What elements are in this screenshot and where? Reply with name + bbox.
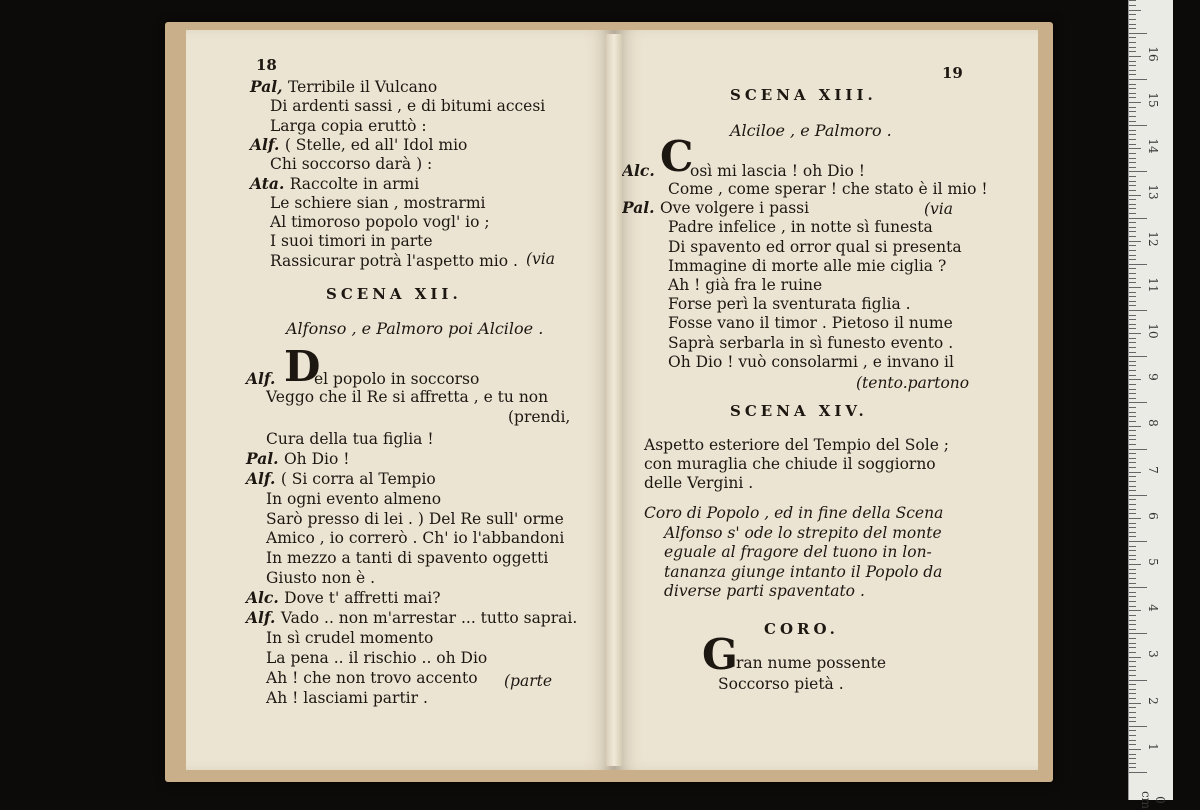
ruler-tick [1129, 264, 1147, 265]
ruler-tick [1129, 171, 1147, 172]
ruler-tick [1129, 744, 1136, 745]
ruler-tick [1129, 569, 1136, 570]
scene-title: SCENA XIII. [730, 86, 877, 104]
scene-description: con muraglia che chiude il soggiorno [644, 455, 936, 473]
verse-line [270, 232, 433, 250]
ruler-tick [1129, 657, 1141, 658]
verse-line [250, 78, 437, 96]
verse-line [266, 388, 548, 406]
verse-text: Ah ! che non trovo accento [266, 668, 478, 687]
ruler-number: 5 [1146, 558, 1160, 566]
ruler-tick [1129, 97, 1136, 98]
ruler-tick [1129, 675, 1136, 676]
ruler-tick [1129, 278, 1136, 279]
ruler-tick [1129, 666, 1136, 667]
ruler-tick [1129, 578, 1136, 579]
verse-line: Soccorso pietà . [718, 675, 844, 693]
ruler-tick [1129, 495, 1147, 496]
ruler-tick [1129, 458, 1136, 459]
scene-description: Aspetto esteriore del Tempio del Sole ; [644, 436, 950, 454]
speaker-label: Ata. [250, 173, 290, 193]
verse-text: Immagine di morte alle mie ciglia ? [668, 256, 947, 275]
ruler-tick [1129, 199, 1136, 200]
ruler-number: 12 [1146, 230, 1160, 247]
ruler-tick [1129, 185, 1136, 186]
ruler-tick [1129, 181, 1136, 182]
ruler-tick [1129, 384, 1136, 385]
ruler-tick [1129, 670, 1136, 671]
ruler-tick [1129, 509, 1136, 510]
ruler-tick [1129, 486, 1136, 487]
verse-line [668, 238, 962, 256]
stage-direction: (tento.partono [856, 374, 970, 392]
ruler-tick [1129, 42, 1136, 43]
ruler-tick [1129, 139, 1136, 140]
ruler-tick [1129, 573, 1136, 574]
left-page [186, 30, 614, 770]
ruler-tick [1129, 148, 1141, 149]
speaker-label: Alf. [246, 468, 281, 488]
ruler-tick [1129, 712, 1136, 713]
ruler-tick [1129, 499, 1136, 500]
verse-text: Ove volgere i passi [659, 199, 810, 218]
ruler-tick [1129, 79, 1147, 80]
ruler-tick [1129, 167, 1136, 168]
ruler-tick [1129, 721, 1136, 722]
ruler-tick [1129, 379, 1141, 380]
chorus-description: tananza giunge intanto il Popolo da [664, 562, 943, 581]
verse-text: Oh Dio ! vuò consolarmi , e invano il [668, 352, 954, 371]
ruler-tick [1129, 116, 1136, 117]
verse-line [266, 649, 487, 667]
verse-line [622, 199, 809, 217]
verse-text: I suoi timori in parte [270, 232, 433, 251]
ruler-tick [1129, 195, 1141, 196]
scene-title: SCENA XII. [326, 285, 462, 303]
verse-line [246, 450, 349, 468]
ruler-number: 11 [1146, 277, 1160, 293]
verse-line [270, 252, 518, 270]
verse-text: Di spavento ed orror qual si presenta [668, 237, 962, 256]
ruler-tick [1129, 467, 1136, 468]
ruler-tick [1129, 162, 1136, 163]
ruler-tick [1129, 176, 1136, 177]
verse-text: Dove t' affretti mai? [284, 589, 441, 608]
verse-text: Oh Dio ! [283, 449, 350, 468]
verse-line [246, 589, 441, 607]
verse-line [266, 569, 375, 587]
ruler-tick [1129, 629, 1136, 630]
ruler-tick [1129, 638, 1136, 639]
chorus-description: Alfonso s' ode lo strepito del monte [664, 523, 942, 542]
verse-text: ( Stelle, ed all' Idol mio [284, 135, 468, 154]
ruler-tick [1129, 689, 1136, 690]
verse-text: Raccolte in armi [289, 174, 420, 193]
ruler-tick [1129, 527, 1136, 528]
ruler-tick [1129, 144, 1136, 145]
ruler-tick [1129, 33, 1147, 34]
chorus-description: diverse parti spaventato . [664, 582, 865, 600]
ruler-number: 6 [1146, 511, 1160, 520]
verse-line [250, 136, 467, 154]
ruler-tick [1129, 389, 1136, 390]
ruler-tick [1129, 592, 1136, 593]
ruler-tick [1129, 661, 1136, 662]
page-number: 18 [256, 56, 277, 74]
ruler-tick [1129, 444, 1136, 445]
verse-line [266, 689, 428, 707]
ruler-number: 14 [1146, 138, 1160, 154]
ruler-tick [1129, 153, 1136, 154]
verse-text: Ah ! già fra le ruine [668, 276, 823, 294]
verse-line [668, 353, 954, 371]
ruler-tick [1129, 213, 1136, 214]
ruler-tick [1129, 596, 1136, 597]
verse-text: Amico , io correrò . Ch' io l'abbandoni [266, 529, 565, 548]
ruler-tick [1129, 130, 1136, 131]
ruler-number: 10 [1146, 323, 1160, 339]
ruler-tick [1129, 61, 1136, 62]
ruler-tick [1129, 255, 1136, 256]
ruler-number: 8 [1146, 419, 1160, 428]
ruler-tick [1129, 407, 1136, 408]
ruler-tick [1129, 222, 1136, 223]
ruler-tick [1129, 398, 1136, 399]
ruler-tick [1129, 449, 1147, 450]
verse-text: Chi soccorso darà ) : [270, 155, 433, 174]
ruler-tick [1129, 361, 1136, 362]
verse-line [668, 180, 988, 198]
speaker-label: Alf. [246, 369, 276, 388]
ruler-number: 3 [1146, 650, 1160, 659]
ruler-tick [1129, 481, 1136, 482]
book-gutter [606, 34, 622, 766]
ruler-tick [1129, 518, 1141, 519]
verse-line [246, 470, 436, 488]
verse-text: Vado .. non m'arrestar ... tutto saprai. [280, 609, 578, 627]
verse-text: Le schiere sian , mostrarmi [270, 193, 486, 212]
ruler-tick [1129, 426, 1141, 427]
drop-cap: C [660, 132, 694, 181]
ruler-tick [1129, 190, 1136, 191]
chorus-description: eguale al fragore del tuono in lon- [664, 543, 932, 561]
ruler-number: 2 [1146, 696, 1160, 705]
verse-text: Terribile il Vulcano [287, 78, 438, 96]
verse-line [668, 334, 953, 352]
ruler-tick [1129, 416, 1136, 417]
ruler-tick [1129, 19, 1136, 20]
ruler-tick [1129, 10, 1141, 11]
ruler-tick [1129, 513, 1136, 514]
verse-text: Di ardenti sassi , e di bitumi accesi [270, 97, 546, 116]
ruler-tick [1129, 227, 1136, 228]
ruler-tick [1129, 0, 1136, 1]
verse-text: In sì crudel momento [266, 628, 434, 647]
ruler-tick [1129, 421, 1136, 422]
verse-line [270, 97, 545, 115]
ruler-tick [1129, 231, 1136, 232]
ruler-tick [1129, 111, 1136, 112]
verse-line [266, 629, 433, 647]
ruler-number: 15 [1146, 92, 1160, 108]
ruler-tick [1129, 338, 1136, 339]
verse-line [270, 194, 486, 212]
ruler-tick [1129, 652, 1136, 653]
ruler-tick [1129, 305, 1136, 306]
ruler-tick [1129, 726, 1147, 727]
verse-line [668, 257, 946, 275]
ruler-tick [1129, 606, 1136, 607]
speaker-label: Pal, [250, 77, 288, 96]
ruler-tick [1129, 37, 1136, 38]
verse-line [668, 276, 822, 294]
verse-line [270, 213, 490, 231]
ruler-number: 16 [1146, 46, 1160, 62]
ruler-tick [1129, 601, 1136, 602]
verse-line [270, 155, 432, 173]
verse-text: Padre infelice , in notte sì funesta [668, 218, 933, 237]
ruler-tick [1129, 241, 1141, 242]
ruler-tick [1129, 208, 1136, 209]
ruler-tick [1129, 620, 1136, 621]
stage-direction: (via [526, 250, 556, 268]
ruler-tick [1129, 245, 1136, 246]
ruler-tick [1129, 342, 1136, 343]
ruler-tick [1129, 698, 1136, 699]
chorus-title: CORO. [764, 620, 839, 638]
measuring-ruler [1128, 0, 1173, 810]
verse-line [266, 430, 434, 448]
right-page [614, 30, 1038, 770]
ruler-number: 0 cm [1139, 790, 1167, 810]
ruler-tick [1129, 301, 1136, 302]
verse-line [246, 609, 577, 627]
verse-text: Sarò presso di lei . ) Del Re sull' orme [266, 509, 564, 528]
ruler-tick [1129, 102, 1141, 103]
ruler-tick [1129, 204, 1136, 205]
ruler-tick [1129, 546, 1136, 547]
drop-cap: G [702, 630, 738, 679]
ruler-tick [1129, 273, 1136, 274]
ruler-tick [1129, 393, 1136, 394]
verse-text: Larga copia eruttò : [270, 116, 427, 135]
ruler-tick [1129, 259, 1136, 260]
ruler-tick [1129, 550, 1136, 551]
ruler-tick [1129, 536, 1136, 537]
verse-text: Fosse vano il timor . Pietoso il nume [668, 314, 953, 333]
ruler-tick [1129, 292, 1136, 293]
ruler-tick [1129, 352, 1136, 353]
ruler-tick [1129, 453, 1136, 454]
ruler-tick [1129, 14, 1136, 15]
ruler-tick [1129, 647, 1136, 648]
verse-text: Ah ! lasciami partir . [266, 688, 428, 707]
ruler-tick [1129, 93, 1136, 94]
ruler-tick [1129, 347, 1136, 348]
ruler-tick [1129, 315, 1136, 316]
ruler-tick [1129, 541, 1147, 542]
verse-text: In mezzo a tanti di spavento oggetti [266, 549, 549, 568]
ruler-tick [1129, 435, 1136, 436]
speaker-label: Pal. [246, 448, 284, 468]
ruler-tick [1129, 296, 1136, 297]
ruler-tick [1129, 370, 1136, 371]
scene-subtitle: Alciloe , e Palmoro . [730, 121, 892, 140]
ruler-tick [1129, 730, 1136, 731]
ruler-tick [1129, 559, 1136, 560]
ruler-tick [1129, 680, 1147, 681]
ruler-tick [1129, 5, 1136, 6]
verse-line [266, 529, 564, 547]
ruler-tick [1129, 356, 1147, 357]
ruler-tick [1129, 319, 1136, 320]
ruler-tick [1129, 587, 1147, 588]
ruler-tick [1129, 707, 1136, 708]
ruler-tick [1129, 610, 1141, 611]
ruler-tick [1129, 121, 1136, 122]
ruler-tick [1129, 684, 1136, 685]
ruler-tick [1129, 28, 1136, 29]
ruler-tick [1129, 24, 1136, 25]
ruler-tick [1129, 532, 1136, 533]
ruler-tick [1129, 328, 1136, 329]
verse-text: Come , come sperar ! che stato è il mio ! [668, 180, 988, 198]
speaker-label: Alf. [246, 608, 281, 627]
ruler-tick [1129, 51, 1136, 52]
ruler-tick [1129, 158, 1136, 159]
ruler-tick [1129, 583, 1136, 584]
ruler-tick [1129, 763, 1136, 764]
verse-continuation: (prendi, [508, 407, 571, 426]
speaker-label: Pal. [622, 198, 660, 218]
verse-text: Giusto non è . [266, 569, 376, 588]
ruler-tick [1129, 218, 1147, 219]
ruler-tick [1129, 333, 1141, 334]
ruler-tick [1129, 490, 1136, 491]
ruler-tick [1129, 236, 1136, 237]
scene-title: SCENA XIV. [730, 402, 868, 420]
verse-line [250, 175, 419, 193]
drop-cap: D [284, 342, 321, 391]
speaker-label: Alc. [622, 161, 655, 180]
ruler-tick [1129, 749, 1141, 750]
verse-line: osì mi lascia ! oh Dio ! [690, 162, 865, 180]
ruler-tick [1129, 735, 1136, 736]
ruler-tick [1129, 287, 1141, 288]
ruler-tick [1129, 693, 1136, 694]
ruler-tick [1129, 767, 1136, 768]
verse-text: Rassicurar potrà l'aspetto mio . [270, 251, 518, 270]
ruler-number: 7 [1146, 465, 1160, 474]
ruler-tick [1129, 310, 1147, 311]
verse-text: In ogni evento almeno [266, 489, 442, 508]
ruler-tick [1129, 564, 1141, 565]
ruler-tick [1129, 439, 1136, 440]
verse-text: ( Si corra al Tempio [280, 469, 436, 488]
ruler-tick [1129, 624, 1136, 625]
ruler-tick [1129, 56, 1141, 57]
ruler-tick [1129, 70, 1136, 71]
stage-direction: (parte [504, 672, 553, 690]
ruler-tick [1129, 402, 1147, 403]
ruler-number: 9 [1146, 373, 1160, 381]
ruler-tick [1129, 268, 1136, 269]
ruler-tick [1129, 65, 1136, 66]
speaker-label: Alc. [246, 588, 285, 608]
ruler-tick [1129, 462, 1136, 463]
ruler-tick [1129, 555, 1136, 556]
ruler-tick [1129, 615, 1136, 616]
verse-line: ran nume possente [736, 654, 887, 672]
ruler-tick [1129, 523, 1136, 524]
ruler-tick [1129, 107, 1136, 108]
ruler-tick [1129, 504, 1136, 505]
ruler-tick [1129, 754, 1136, 755]
page-number: 19 [942, 64, 963, 82]
ruler-tick [1129, 134, 1136, 135]
verse-line [668, 314, 953, 332]
ruler-tick [1129, 633, 1147, 634]
ruler-tick [1129, 250, 1136, 251]
ruler-tick [1129, 47, 1136, 48]
ruler-tick [1129, 74, 1136, 75]
verse-line [266, 510, 564, 528]
scene-description: delle Vergini . [644, 474, 754, 492]
speaker-label: Alf. [250, 134, 285, 154]
ruler-tick [1129, 703, 1141, 704]
verse-text: Cura della tua figlia ! [266, 429, 434, 448]
ruler-tick [1129, 282, 1136, 283]
verse-text: Al timoroso popolo vogl' io ; [270, 213, 490, 232]
scene-subtitle: Alfonso , e Palmoro poi Alciloe . [286, 319, 544, 338]
ruler-number: 4 [1146, 604, 1160, 612]
verse-line: el popolo in soccorso [314, 370, 480, 388]
verse-line [668, 295, 911, 313]
verse-text: Forse perì la sventurata figlia . [668, 295, 911, 314]
ruler-tick [1129, 88, 1136, 89]
ruler-tick [1129, 375, 1136, 376]
ruler-tick [1129, 643, 1136, 644]
verse-line [270, 117, 427, 135]
ruler-tick [1129, 324, 1136, 325]
ruler-tick [1129, 476, 1136, 477]
verse-line [668, 218, 933, 236]
ruler-number: 13 [1146, 184, 1160, 201]
stage-direction: (via [924, 200, 954, 218]
verse-line [266, 549, 548, 567]
verse-text: La pena .. il rischio .. oh Dio [266, 648, 488, 667]
ruler-tick [1129, 758, 1136, 759]
verse-line [266, 669, 478, 687]
chorus-description: Coro di Popolo , ed in fine della Scena [644, 504, 944, 522]
verse-line [266, 490, 441, 508]
verse-text: Saprà serbarla in sì funesto evento . [668, 333, 954, 352]
ruler-tick [1129, 365, 1136, 366]
ruler-tick [1129, 430, 1136, 431]
ruler-tick [1129, 740, 1136, 741]
ruler-tick [1129, 717, 1136, 718]
verse-text: Veggo che il Re si affretta , e tu non [266, 388, 549, 406]
ruler-tick [1129, 772, 1147, 773]
ruler-tick [1129, 472, 1141, 473]
ruler-tick [1129, 125, 1147, 126]
ruler-tick [1129, 84, 1136, 85]
ruler-tick [1129, 412, 1136, 413]
ruler-number: 1 [1146, 742, 1160, 751]
